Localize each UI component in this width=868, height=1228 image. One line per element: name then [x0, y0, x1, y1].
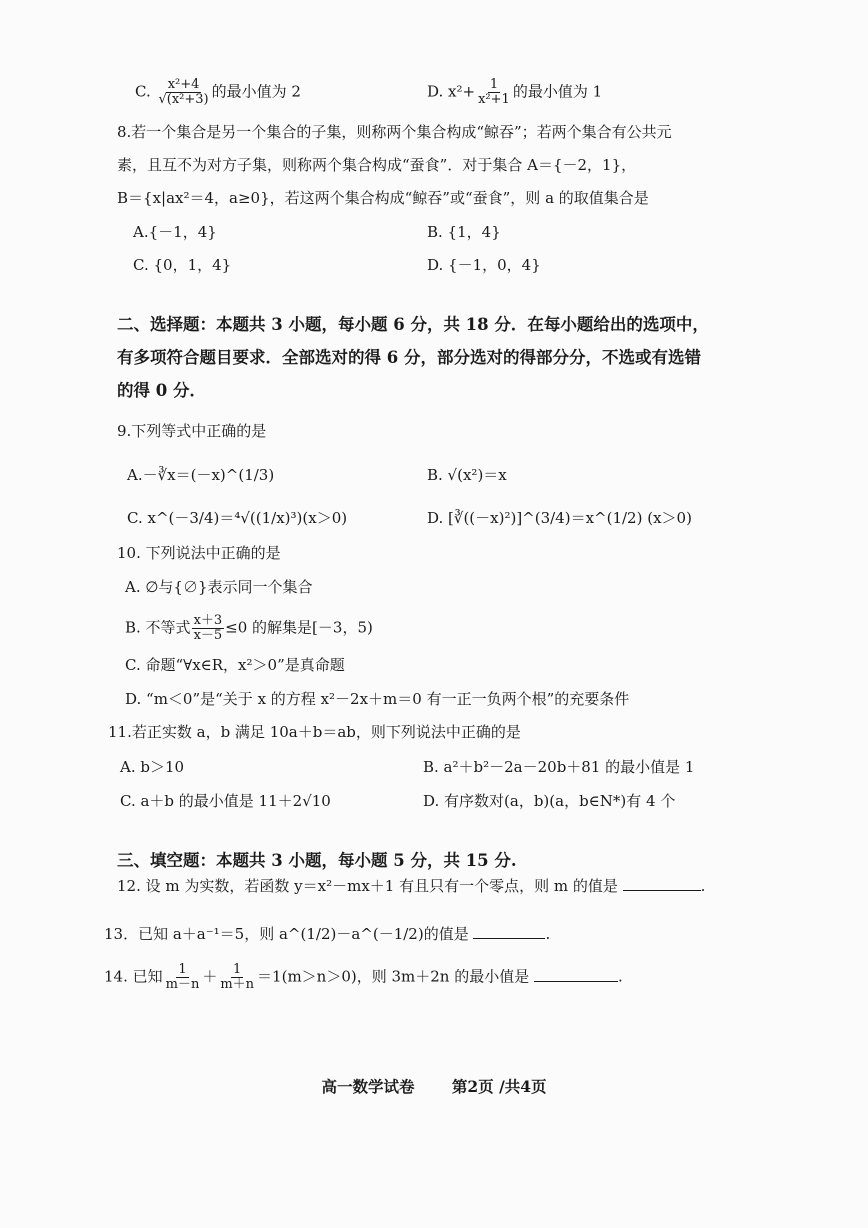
q12-answer-blank[interactable]: [623, 874, 701, 891]
section3-heading: 三、填空题：本题共 3 小题，每小题 5 分，共 15 分.: [117, 851, 517, 870]
q8-stem-line1: 8.若一个集合是另一个集合的子集，则称两个集合构成“鲸吞”；若两个集合有公共元: [117, 123, 672, 141]
q11-stem: 11.若正实数 a，b 满足 10a＋b＝ab，则下列说法中正确的是: [108, 723, 521, 741]
page-footer: [0, 1075, 868, 1097]
q12-text: 12. 设 m 为实数，若函数 y＝x²－mx＋1 有且只有一个零点，则 m 的值是 .: [117, 874, 705, 896]
q11-option-a: A. b＞10: [120, 758, 185, 776]
q8-stem-line2: 素，且互不为对方子集，则称两个集合构成“蚕食”．对于集合 A＝{－2，1}，: [117, 156, 637, 174]
q9-option-c: C. x^(－3/4)＝⁴√((1/x)³)(x＞0): [127, 509, 348, 527]
q11-option-b: B. a²＋b²－2a－20b＋81 的最小值是 1: [423, 758, 695, 776]
q11-option-d: D. 有序数对(a，b)(a，b∈N*)有 4 个: [423, 792, 676, 810]
q7-option-c: C. $\frac{\text{x²+4}}{\text{√(x²+3)}}$ 的最小值为 2: [135, 77, 301, 107]
q7-c-fraction: $\frac{\text{x²+4}}{\text{√(x²+3)}}$: [158, 77, 209, 107]
q14-fraction-1: $\frac{1}{m-n}$: [165, 962, 200, 992]
q10-b-fraction: $\frac{x+3}{x-5}$: [193, 613, 223, 643]
q10-stem: 10. 下列说法中正确的是: [117, 544, 281, 562]
q14-answer-blank[interactable]: [534, 965, 618, 982]
q8-option-a: A.{－1，4}: [133, 223, 217, 241]
q14-text: 14. 已知 $\frac{1}{m-n}$ ＋ $\frac{1}{m+n}$ ＝1(m＞n＞0)，则 3m＋2n 的最小值是 .: [104, 962, 623, 992]
q9-option-b: B. √(x²)＝x: [427, 466, 507, 484]
section2-heading-line1: 二、选择题：本题共 3 小题，每小题 6 分，共 18 分．在每小题给出的选项中，: [117, 315, 709, 334]
q7-d-fraction: $\frac{1}{\text{x²+1}}$: [478, 77, 510, 107]
q8-option-c: C. {0，1，4}: [133, 256, 232, 274]
q14-fraction-2: $\frac{1}{m+n}$: [220, 962, 255, 992]
q13-answer-blank[interactable]: [473, 922, 545, 939]
q7-option-d: D. x²+ $\frac{1}{\text{x²+1}}$ 的最小值为 1: [427, 77, 603, 107]
section2-heading-line2: 有多项符合题目要求．全部选对的得 6 分，部分选对的得部分分，不选或有选错: [117, 348, 701, 367]
section2-heading-line3: 的得 0 分．: [117, 381, 206, 400]
q10-option-a: A. ∅与{∅}表示同一个集合: [125, 578, 313, 596]
q10-option-d: D. “m＜0”是“关于 x 的方程 x²－2x＋m＝0 有一正一负两个根”的充要条件: [125, 690, 630, 708]
q10-option-b: B. 不等式 $\frac{x+3}{x-5}$ ≤0 的解集是[－3，5): [125, 613, 373, 643]
q8-option-b: B. {1，4}: [427, 223, 501, 241]
q11-option-c: C. a＋b 的最小值是 11＋2√10: [120, 792, 331, 810]
footer-page-number: 第2页 /共4页: [451, 1077, 547, 1096]
q13-text: 13．已知 a＋a⁻¹＝5，则 a^(1/2)－a^(－1/2)的值是 .: [104, 922, 550, 944]
q9-stem: 9.下列等式中正确的是: [117, 422, 267, 440]
q9-option-a: A.－∛x＝(－x)^(1/3): [127, 466, 275, 484]
q8-stem-line3: B＝{x|ax²＝4，a≥0}，若这两个集合构成“鲸吞”或“蚕食”，则 a 的取值集合是: [117, 189, 649, 207]
q9-option-d: D. [∛((－x)²)]^(3/4)＝x^(1/2) (x＞0): [427, 509, 692, 527]
footer-course-title: 高一数学试卷: [321, 1077, 415, 1096]
q8-option-d: D. {－1，0，4}: [427, 256, 541, 274]
q10-option-c: C. 命题“∀x∈R，x²＞0”是真命题: [125, 656, 345, 674]
